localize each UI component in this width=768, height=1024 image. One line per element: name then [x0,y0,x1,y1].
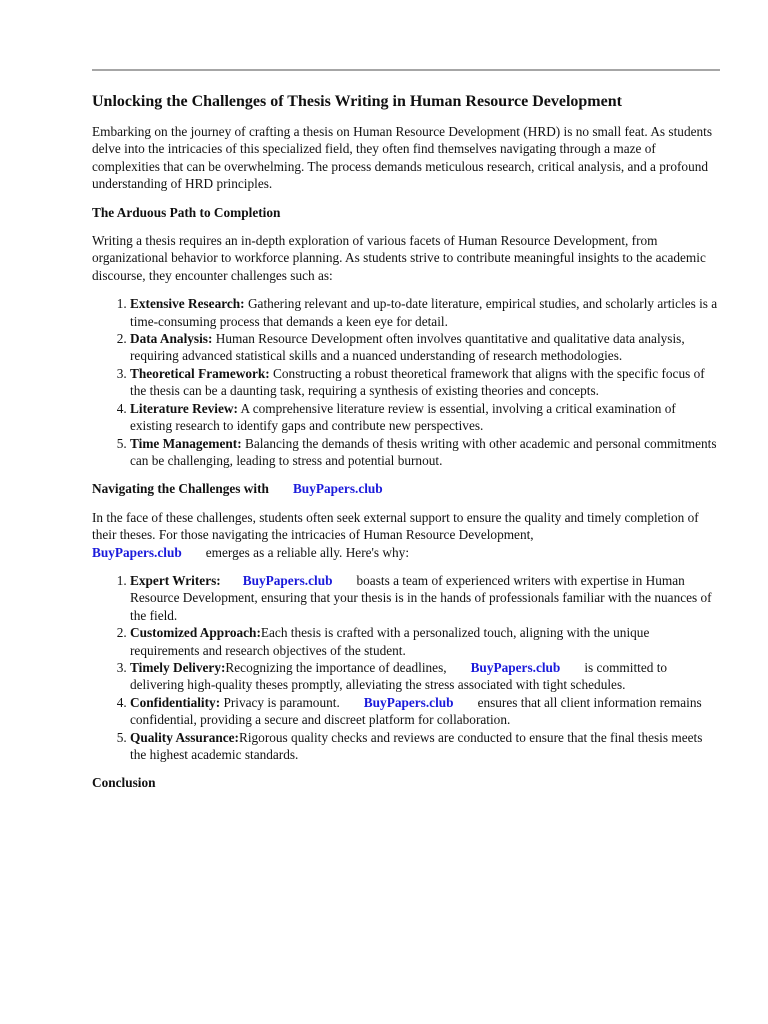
item-text: boasts a team of experienced writers with expertise in Human Resource Development, ensuring that your thesis is in the hands of professionals familiar with the nuances of the field. [130,572,712,623]
list-item [130,330,720,365]
buypapers-link[interactable]: BuyPapers.club [363,694,454,710]
buypapers-link[interactable]: BuyPapers.club [292,481,383,497]
item-label: Data Analysis: [130,331,213,347]
section1-paragraph: Writing a thesis requires an in-depth exploration of various facets of Human Resource Development, from organizational behavior to workforce planning. As students strive to contribute meaningful insights to the academic discourse, they encounter challenges such as: [92,233,706,283]
paragraph-text: emerges as a reliable ally. Here's why: [205,544,410,560]
item-text: Human Resource Development often involves quantitative and qualitative data analysis, requiring advanced statistical skills and a nuanced understanding of research methodologies. [130,331,685,364]
list-item [130,295,720,330]
reasons-list [92,572,720,763]
item-text: ensures that all client information remains confidential, providing a secure and discreet platform for collaboration. [130,694,702,728]
item-label: Theoretical Framework: [130,365,270,381]
item-label: Timely Delivery: [130,659,226,675]
buypapers-link[interactable]: BuyPapers.club [470,659,561,675]
item-label: Extensive Research: [130,296,245,312]
item-text: Rigorous quality checks and reviews are conducted to ensure that the final thesis meets the highest academic standards. [130,729,703,762]
item-label: Quality Assurance: [130,729,239,745]
heading-prefix: Navigating the Challenges with [92,481,269,497]
item-label: Literature Review: [130,400,238,416]
list-item [130,659,720,694]
list-item [130,729,720,764]
item-label: Expert Writers: [130,572,221,588]
item-text: Recognizing the importance of deadlines, [225,659,447,675]
intro-paragraph: Embarking on the journey of crafting a thesis on Human Resource Development (HRD) is no small feat. As students delve into the intricacies of this specialized field, they often find themselves navigating through a maze of complexities that can be overwhelming. The process demands meticulous research, critical analysis, and a profound understanding of HRD principles. [92,124,713,192]
buypapers-link[interactable]: BuyPapers.club [92,544,182,560]
item-label: Confidentiality: [130,694,221,710]
item-text: is committed to delivering high-quality theses promptly, alleviating the stress associated with tight schedules. [130,659,668,693]
item-text: Gathering relevant and up-to-date literature, empirical studies, and scholarly articles is a time-consuming process that demands a keen eye for detail. [130,296,718,329]
section-heading-navigating [92,480,720,497]
list-item [130,694,720,729]
section2-paragraph [92,509,720,561]
list-item [130,400,720,435]
item-label: Time Management: [130,435,242,451]
section-heading-arduous-path: The Arduous Path to Completion [92,204,281,220]
item-text: A comprehensive literature review is essential, involving a critical examination of existing research to identify gaps and contribute new perspectives. [130,400,676,434]
item-text: Each thesis is crafted with a personalized touch, aligning with the unique requirements and research objectives of the student. [130,625,650,658]
list-item [130,435,720,470]
list-item [130,624,720,659]
buypapers-link[interactable]: BuyPapers.club [242,572,333,588]
challenges-list [92,295,720,469]
paragraph-text: In the face of these challenges, students often seek external support to ensure the quality and timely completion of their theses. For those navigating the intricacies of Human Resource Development, [92,509,699,543]
top-divider [92,69,720,71]
item-text: Balancing the demands of thesis writing with other academic and personal commitments can be challenging, leading to stress and potential burnout. [130,435,717,468]
item-text: Constructing a robust theoretical framework that aligns with the specific focus of the thesis can be a daunting task, requiring a synthesis of existing theories and concepts. [130,365,705,399]
conclusion-heading: Conclusion [92,775,156,791]
page-title: Unlocking the Challenges of Thesis Writing in Human Resource Development [92,93,622,110]
document-body [92,91,720,803]
list-item [130,365,720,400]
item-text: Privacy is paramount. [223,694,340,710]
item-label: Customized Approach: [130,625,261,641]
list-item [130,572,720,624]
